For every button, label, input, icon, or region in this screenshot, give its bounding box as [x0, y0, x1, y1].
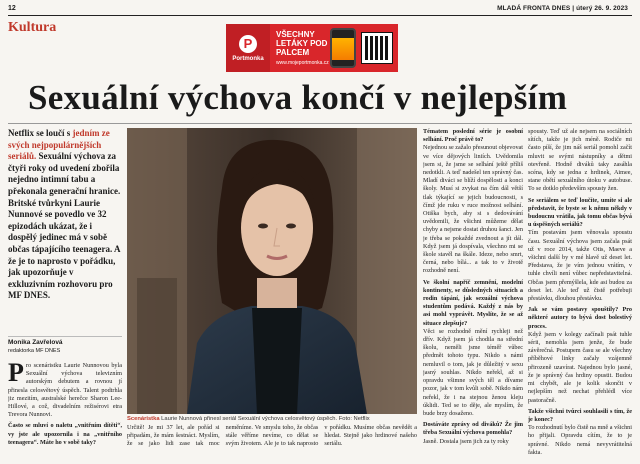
author-name: Monika Zavřelová: [8, 339, 63, 346]
page-number: 12: [8, 5, 16, 12]
column2-question-3: Takže všichni tvůrci souhlasili s tím, že je konec?: [528, 407, 632, 423]
article-intro: [8, 362, 122, 458]
column2-answer-2: Tím postavám jsem věnovala spoustu času. Sexuální výchova jsem začala psát už v roce 2014, takže Otis, Maeve a všichni další by v mé hlavě už deset let. Představa, že je vím jednou vrátím, v tuhle chvíli není vůbec nepředstavitelná. Občas jsem přemýšlela, kde asi budou za deset let. Ale teď už čistě potřebuji přestávku, dlouhou přestávku.: [528, 229, 632, 303]
phone-icon: [330, 28, 356, 68]
column1-answer-3: Jasně. Dostala jsem jich za ty roky: [423, 437, 509, 445]
section-label: Kultura: [8, 20, 57, 35]
caption-text: Laurie Nunnová přinesl seriál Sexuální výchova celosvětový úspěch. Foto: Netflix: [159, 416, 370, 422]
portmonka-logo: [226, 24, 270, 72]
qr-code-icon: [362, 33, 392, 63]
publication-header: MLADÁ FRONTA DNES | úterý 26. 9. 2023: [497, 5, 628, 12]
lead-start: Netflix se loučí s: [8, 128, 73, 138]
author-role: redaktorka MF DNES: [8, 348, 61, 354]
byline: [8, 336, 122, 355]
column1-question-2: Ve školní napříč zemnění, modelní kontinenty, se důsledných situacích a rodin tápání, jak sexuální výchova studentům podává. Každý z nás by asi mohl vyprávět. Myslíte, že se až situace zlepšuje?: [423, 278, 523, 327]
title-divider: [8, 123, 632, 124]
intro-text: ro scenáristku Laurie Nunnovou byla Sexuální výchova televizním autorským debutem a rovnou jí přinesla celosvětový úspěch. Talent podtrhla jiz mezitím, australské herečce Sharon Lee-Hillové, a což, divadelním režisérovi etra Trevora Nunnovi.: [8, 362, 122, 419]
interview-question: Často se mluví o naletu „vnitřním dítěti“, vy jste ale upozornila i na „vnitřního teenagera“. Máte ho v sobě taky?: [8, 422, 122, 446]
column2-answer-4: To rozhodnutí bylo čistě na mně a všichni ho přijali. Opravdu cítím, že to je správné. Nikdo nemá nevyvrátitelná fakta.: [528, 424, 632, 456]
ad-brand: Portmonka: [232, 55, 264, 62]
column1-answer-2: Věci se rozhodně mění rychleji než dřív. Když jsem já chodila na střední školu, neměli jsme téměř vůbec předmět tohoto typu. Nikdo s námi nemluvil o tom, jak je důležitý v sexu jasný souhlas. Nikdo neřekl, až si opravdu všimne svých těl a dívame pozor, jak v tom kvůli sobě. Nikdo nám neřekl, že i na stejnou ženou kleju úklidi. Ted se to děje, ale myslím, že bude brzy dosaženo.: [423, 327, 523, 417]
caption-label: Scenáristka: [127, 416, 160, 422]
column2-answer-1: spousty. Teď už ale nejsem na sociálních sítích, takže je jich méně. Rodiče mi často píší, že jim náš seriál pomohl začít mluvit se svými nástupníky a dětmi otevřeně. Hodně diváků taky zasáhla scéna, kdy se jedna z hrdinek, Aimee, stane obětí sexuálního útoku v autobuse. To se dotklo především spousty žen.: [528, 128, 632, 193]
column2-question-1: Se seriálem se teď loučíte, umíte si ale představit, že byste se k němu někdy v budoucnu vrátila, jak tomu občas bývá u úspěšných seriálů?: [528, 196, 632, 229]
ad-copy: [270, 30, 330, 66]
advertisement-banner[interactable]: [226, 24, 398, 72]
column2-question-2: Jak se vám postavy spouštily? Pro některé autory to bývá dost bolestivý proces.: [528, 306, 632, 330]
column1-answer-1: Nejednou se zažalo přesunout objevovat ve více dějových liniích. Uvědomila jsem si, že jsme se selhání ještě příliš nedotkli. A teď nadešel ten správný čas. Mladí diváci se blíží dospělosti a konci školy. Musí si zvykat na čím dál větší tlak týkající se jejich budoucnosti, s čímž jde ruku v ruce možnost selhání. Otiška bych, aby si s dedovávání uvědomili, že všichni můžeme dělat chyby a nejsme dostat druhou šanci. Jen je třeba se pokaždé zvednout a jít dál. Když jsem já dospívala, všechno mi se škole stavěl na škále. Ideze, nebo smrt, černá, nebo bílá... a tak to v životě rozhodně není.: [423, 144, 523, 275]
ad-headline: VŠECHNY LETÁKY POD PALCEM: [276, 30, 328, 57]
photo-caption: [127, 416, 417, 422]
header-divider: [8, 15, 632, 16]
article-column-1: [423, 128, 523, 460]
article-column-2: [528, 128, 632, 460]
lead-highlight: jedním ze svých nejpopulárnějších seriálů.: [8, 128, 110, 162]
portrait-illustration: [127, 128, 417, 414]
article-lead: [8, 128, 122, 302]
column1-question-1: Tématem poslední série je osobní selhání. Proč právě to?: [423, 128, 523, 144]
drop-cap: P: [8, 362, 24, 387]
column1-question-3: Dostáváte zprávy od diváků? Že jim třeba Sexuální výchova pomohla?: [423, 421, 523, 437]
column2-answer-3: Když jsem v kolegy začínali psát tuhle sérii, nemohla jsem jenže, že bude závěrečná. Postupem času se ale všechny příběhové linky začaly vzájemně přirozeně uzavírat. Najednou bylo jasné, že je správný čas hrdiny opustit. Budou mi chybět, ale je kolik skončit v nejlepším než nechat přehlédl více pastoračně.: [528, 330, 632, 404]
lead-rest: Sexuální výchova za čtyři roky od uvedení zbořila nejedno intimní tabu a překonala generační hranice. Britské tvůrkyni Laurie Nunnové se povedlo ve 32 epizodách ukázat, že i dospělý jedinec má v sobě občas tápajícího teenagera. A že je to naprosto v pořádku, jak upozorňuje v exkluzivním rozhovoru pro MF DNES.: [8, 151, 121, 301]
p-logo-icon: P: [239, 35, 257, 53]
article-body-bottom: [127, 424, 417, 460]
answer-text: Určitě! Je mi 37 let, ale pořád si připadám, že mám šestnáct. Myslím, že se jako lidi zase tak moc neměníme. Ve smyslu toho, že občas stále věříme nevíme, co dělat se svým životem. Ale je to tak naprosto v pořádku. Musíme občas nevědět a hledat. Stejně jako hrdinové našeho seriálu.: [127, 424, 417, 448]
article-photo: [127, 128, 417, 414]
ad-url: www.mojeportmonka.cz: [276, 60, 329, 66]
article-title: Sexuální výchova končí v nejlepším: [28, 78, 568, 117]
